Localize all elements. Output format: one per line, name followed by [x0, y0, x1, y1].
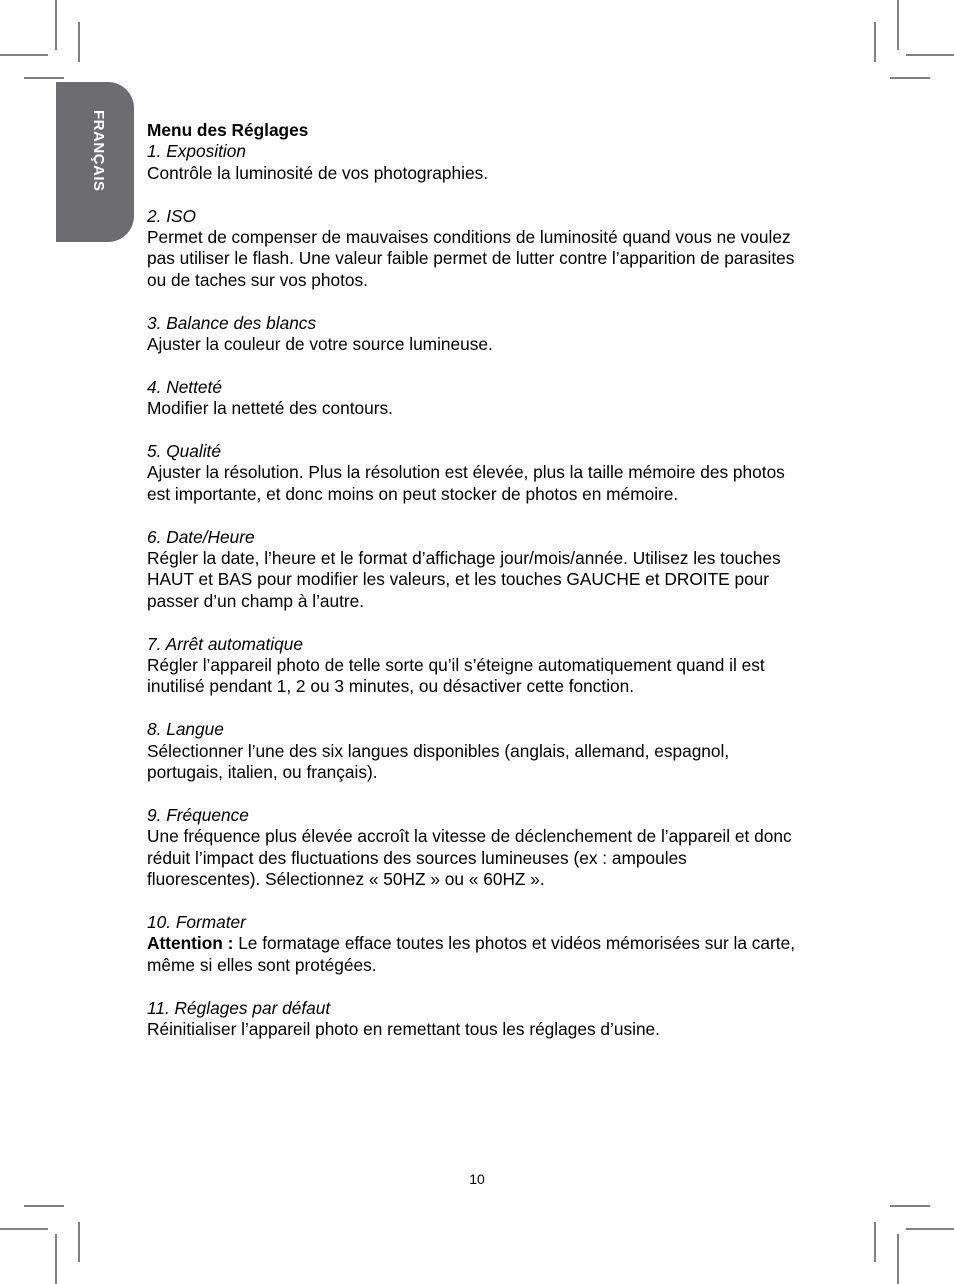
section-title: 1. Exposition — [147, 141, 246, 162]
section-body: Ajuster la couleur de votre source lumineuse. — [147, 334, 493, 355]
section-body: Ajuster la résolution. Plus la résolution est élevée, plus la taille mémoire des photos est importante, et donc moins on peut stocker de photos en mémoire. — [147, 462, 785, 504]
section-quality — [147, 441, 797, 505]
section-iso — [147, 206, 797, 292]
section-body: Modifier la netteté des contours. — [147, 398, 393, 419]
section-title: 6. Date/Heure — [147, 526, 255, 547]
page-heading: Menu des Réglages — [147, 120, 309, 140]
section-body-with-warning — [147, 933, 797, 976]
section-sharpness — [147, 377, 797, 420]
section-body: Une fréquence plus élevée accroît la vitesse de déclenchement de l’appareil et donc réduit l’impact des fluctuations des sources lumineuses (ex : ampoules fluorescentes). Sélectionnez « 50HZ » ou « 60HZ ». — [147, 826, 792, 890]
attention-label: Attention : — [147, 933, 234, 954]
section-body: Régler la date, l’heure et le format d’affichage jour/mois/année. Utilisez les touches HAUT et BAS pour modifier les valeurs, et les touches GAUCHE et DROITE pour passer d’un champ à l’autre. — [147, 548, 781, 611]
section-title: 10. Formater — [147, 911, 246, 932]
section-date-time — [147, 527, 797, 613]
language-tab-label: FRANÇAIS — [90, 110, 107, 192]
section-title: 2. ISO — [147, 205, 196, 226]
page-content — [147, 120, 797, 1062]
section-white-balance — [147, 313, 797, 356]
section-title: 11. Réglages par défaut — [147, 997, 331, 1018]
section-exposition — [147, 141, 797, 184]
section-body: Sélectionner l’une des six langues disponibles (anglais, allemand, espagnol, portugais, italien, ou français). — [147, 740, 730, 783]
section-body: Contrôle la luminosité de vos photographies. — [147, 162, 489, 183]
section-body: Permet de compenser de mauvaises conditions de luminosité quand vous ne voulez pas utiliser le flash. Une valeur faible permet de lutter contre l’apparition de parasites ou de taches sur vos photos. — [147, 227, 795, 290]
section-body: Réinitialiser l’appareil photo en remettant tous les réglages d’usine. — [147, 1018, 660, 1039]
section-title: 3. Balance des blancs — [147, 312, 317, 333]
section-title: 5. Qualité — [147, 441, 221, 462]
section-title: 4. Netteté — [147, 376, 222, 397]
section-title: 9. Fréquence — [147, 804, 249, 825]
warning-text: Le formatage efface toutes les photos et vidéos mémorisées sur la carte, même si elles sont protégées. — [147, 933, 796, 975]
section-format — [147, 912, 797, 976]
section-factory-reset — [147, 998, 797, 1041]
page-number: 10 — [469, 1171, 485, 1187]
section-language — [147, 719, 797, 783]
section-auto-off — [147, 634, 797, 698]
section-title: 8. Langue — [147, 719, 224, 740]
section-frequency — [147, 805, 797, 891]
section-body: Régler l’appareil photo de telle sorte qu’il s’éteigne automatiquement quand il est inutilisé pendant 1, 2 ou 3 minutes, ou désactiver cette fonction. — [147, 655, 765, 697]
section-title: 7. Arrêt automatique — [147, 633, 303, 654]
